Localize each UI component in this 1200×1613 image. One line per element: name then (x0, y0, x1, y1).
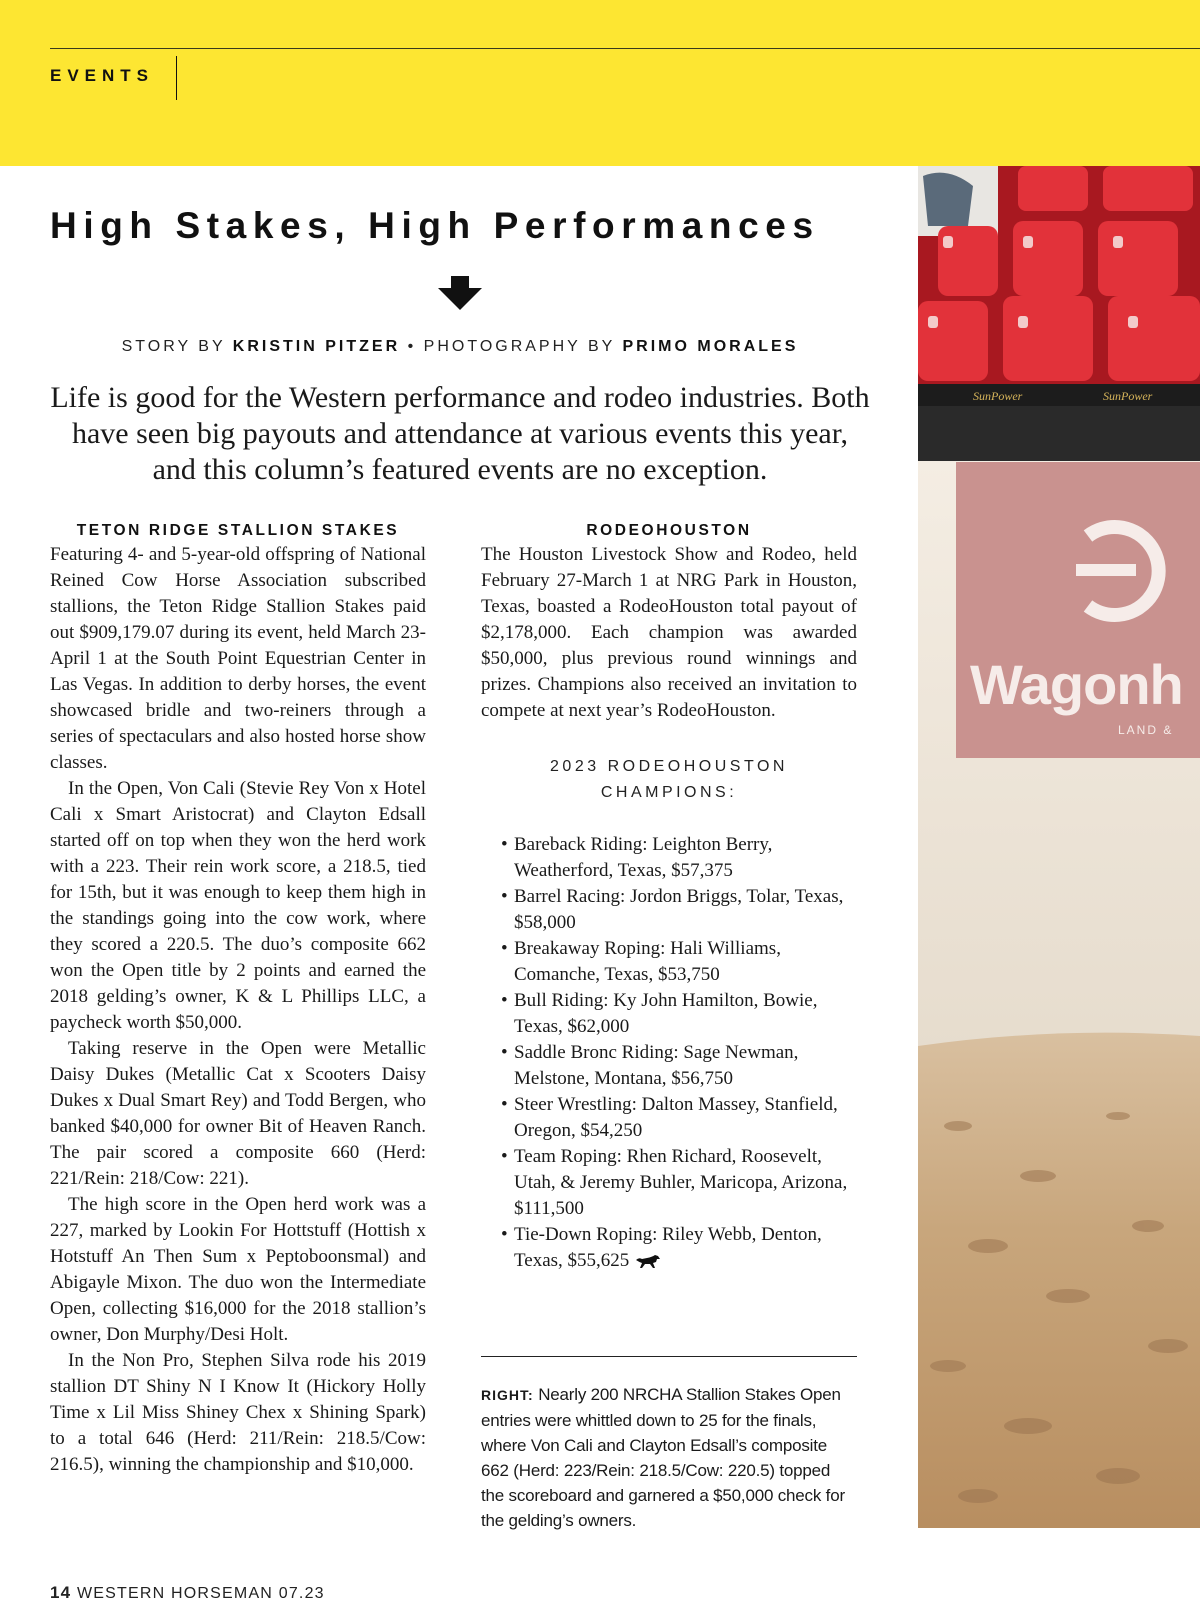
right-column-heading: RODEOHOUSTON (586, 522, 752, 539)
right-column (481, 520, 857, 1274)
champion-item: • Tie-Down Roping: Riley Webb, Denton, Texas, $55,625 (501, 1222, 857, 1274)
article-title: High Stakes, High Performances (50, 205, 820, 246)
photo-prefix: PHOTOGRAPHY BY (423, 338, 616, 355)
champion-item: • Barrel Racing: Jordon Briggs, Tolar, Texas, $58,000 (501, 884, 857, 936)
section-tag-divider (176, 56, 177, 100)
photo-caption (481, 1382, 857, 1533)
section-tag: EVENTS (50, 66, 155, 85)
byline-separator: • (407, 338, 417, 355)
author-name: KRISTIN PITZER (232, 338, 401, 355)
rodeo-intro: The Houston Livestock Show and Rodeo, held February 27-March 1 at NRG Park in Houston, Texas, boasted a RodeoHouston total payout of $2,178,000. Each champion was awarded $50,000, plus previous round winnings and prizes. Champions also received an invitation to compete at next year’s RodeoHouston. (481, 544, 857, 721)
arena-photo (918, 166, 1200, 1528)
banner-text: Wagonh (970, 653, 1183, 716)
caption-label: RIGHT: (481, 1387, 534, 1403)
publication-name: WESTERN HORSEMAN (76, 1585, 274, 1602)
body-paragraph: In the Non Pro, Stephen Silva rode his 2019 stallion DT Shiny N I Know It (Hickory Holly Time x Lil Miss Shiney Chex x Shining Spark) to a total 646 (Herd: 211/Rein: 218.5/Cow: 216.5), winning the championship and $10,000. (50, 1350, 426, 1475)
champions-heading: 2023 RODEOHOUSTON CHAMPIONS: (550, 758, 788, 801)
issue-date: 07.23 (278, 1585, 325, 1602)
champion-item: • Bull Riding: Ky John Hamilton, Bowie, Texas, $62,000 (501, 988, 857, 1040)
svg-text:SunPower: SunPower (973, 389, 1023, 403)
left-column (50, 520, 426, 1478)
photographer-name: PRIMO MORALES (622, 338, 799, 355)
champions-list (481, 832, 857, 1274)
body-paragraph: Featuring 4- and 5-year-old offspring of National Reined Cow Horse Association subscribed stallions, the Teton Ridge Stallion Stakes paid out $909,179.07 during its event, held March 23-April 1 at the South Point Equestrian Center in Las Vegas. In addition to derby horses, the event showcased bridle and two-reiners through a series of spectaculars and also hosted horse show classes. (50, 544, 426, 773)
page-footer (50, 1583, 325, 1603)
story-prefix: STORY BY (121, 338, 226, 355)
article-dek: Life is good for the Western performance and rodeo industries. Both have seen big payouts and attendance at various events this year, and this column’s featured events are no exception. (50, 381, 870, 486)
body-paragraph: The high score in the Open herd work was a 227, marked by Lookin For Hottstuff (Hottish x Hotstuff An Then Sum x Peptoboonsmal) and Abigayle Mixon. The duo won the Intermediate Open, collecting $16,000 for the 2018 stallion’s owner, Don Murphy/Desi Holt. (50, 1194, 426, 1345)
header-rule (50, 48, 1200, 49)
caption-rule (481, 1356, 857, 1357)
champion-item: • Steer Wrestling: Dalton Massey, Stanfield, Oregon, $54,250 (501, 1092, 857, 1144)
header-band (0, 0, 1200, 166)
byline (50, 338, 870, 356)
champion-item: • Bareback Riding: Leighton Berry, Weatherford, Texas, $57,375 (501, 832, 857, 884)
champion-item: • Team Roping: Rhen Richard, Roosevelt, Utah, & Jeremy Buhler, Maricopa, Arizona, $111,500 (501, 1144, 857, 1222)
champion-item: • Breakaway Roping: Hali Williams, Comanche, Texas, $53,750 (501, 936, 857, 988)
champion-item: • Saddle Bronc Riding: Sage Newman, Melstone, Montana, $56,750 (501, 1040, 857, 1092)
running-horse-icon (635, 1254, 661, 1270)
page-number: 14 (50, 1583, 72, 1602)
svg-text:SunPower: SunPower (1103, 389, 1153, 403)
body-paragraph: In the Open, Von Cali (Stevie Rey Von x Hotel Cali x Smart Aristocrat) and Clayton Edsall started off on top when they won the herd work with a 223. Their rein work score, a 218.5, tied for 15th, but it was enough to keep them high in the standings going into the cow work, where they scored a 220.5. The duo’s composite 662 won the Open title by 2 points and earned the 2018 gelding’s owner, K & L Phillips LLC, a paycheck worth $50,000. (50, 778, 426, 1033)
body-paragraph: Taking reserve in the Open were Metallic Daisy Dukes (Metallic Cat x Scooters Daisy Dukes x Dual Smart Rey) and Todd Bergen, who banked $40,000 for owner Bit of Heaven Ranch. The pair scored a composite 660 (Herd: 221/Rein: 218/Cow: 221). (50, 1038, 426, 1189)
left-column-heading: TETON RIDGE STALLION STAKES (76, 522, 400, 539)
banner-subtext: LAND & (1118, 723, 1174, 737)
down-arrow-icon (438, 276, 482, 310)
caption-text: Nearly 200 NRCHA Stallion Stakes Open entries were whittled down to 25 for the finals, where Von Cali and Clayton Edsall’s composite 662 (Herd: 223/Rein: 218.5/Cow: 220.5) topped the scoreboard and garnered a $50,000 check for the gelding’s owners. (481, 1385, 845, 1530)
